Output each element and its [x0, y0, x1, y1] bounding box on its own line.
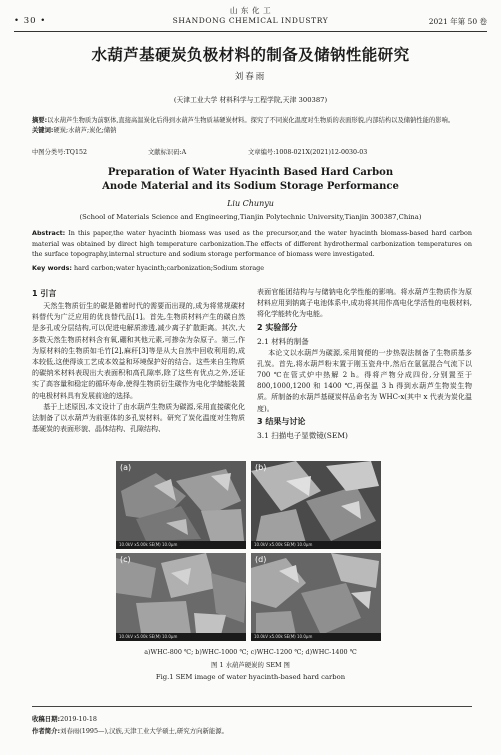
- journal-issue: 2021 年第 50 卷: [428, 17, 487, 26]
- section-1-heading: 1 引言: [32, 289, 57, 298]
- abstract-en-text: In this paper,the water hyacinth biomass was used as the precursor,and the water hyacinth biomass-based hard carbon material was obtained by direct high temperature carbonization.The effects of different hydrothermal carbonization temperatures on the surface topography,internal structure and sodium storage performance of biomass were investigated.: [32, 229, 472, 259]
- figure-1-caption-zh: 图 1 水葫芦硬炭的 SEM 图: [211, 661, 290, 669]
- journal-name-zh: 山 东 化 工: [229, 6, 272, 15]
- section-1-paragraph-1: 天然生物质衍生的碳是随着时代的需要而出现的,成为将常规碳材料替代为广泛应用的优良替代品[1]。首先,生物质材料产生的碳自然是多孔或分层结构,可以促进电解质渗透,减少离子扩散距离。其次,大多数天然生物质材料含有氧,硼和其他元素,可掺杂为杂原子。第三,作为原材料的生物质如毛竹[2],麻秆[3]等是从大自然中回收利用的,成本较低,这使得该工艺成本效益和环境保护好的结合。这些来自生物质的碳纳米材料表现出大表面积和高孔隙率,除了这些有优点之外,还证实了高容量和稳定的循环寿命,使得生物质衍生碳作为电化学储能装置的电极材料具有发展前途的选择。: [32, 302, 245, 400]
- received-label: 收稿日期:: [32, 715, 61, 723]
- article-number: 文章编号:1008-021X(2021)12-0030-03: [248, 149, 368, 156]
- scale-bar-c: 10.0kV x5.00k SE(M) 10.0μm: [116, 633, 246, 641]
- journal-name: [14, 6, 487, 25]
- panel-label-b: (b): [255, 463, 267, 472]
- abstract-en-label: Abstract:: [32, 229, 66, 237]
- abstract-zh-label: 摘要:: [32, 117, 48, 124]
- panel-label-c: (c): [120, 555, 131, 564]
- sem-image-b: [251, 461, 381, 549]
- sem-panel-a: [116, 461, 246, 549]
- abstract-zh: [32, 116, 472, 136]
- keywords-zh-text: 硬炭;水葫芦;炭化;储钠: [53, 127, 117, 134]
- keywords-zh-label: 关键词:: [32, 127, 54, 134]
- sem-image-a: [116, 461, 246, 549]
- section-3-1-heading: 3.1 扫描电子显微镜(SEM): [257, 430, 348, 440]
- received-date: 2019-10-18: [60, 715, 97, 723]
- paper-title-en-line2: Anode Material and its Sodium Storage Performance: [102, 181, 399, 192]
- affiliation-en: (School of Materials Science and Engineering,Tianjin Polytechnic University,Tianjin 300387,China): [79, 213, 422, 221]
- paper-title-en: [0, 166, 501, 194]
- figure-1-subcaption: a)WHC-800 ℃; b)WHC-1000 ℃; c)WHC-1200 ℃; d)WHC-1400 ℃: [144, 648, 357, 656]
- section-1-paragraph-2: 基于上述原因,本文设计了由水葫芦生物质为碳源,采用直接碳化化法制备了以水葫芦为前驱体的多孔炭材料。研究了炭化温度对生物质基硬炭的表面形貌、晶体结构、孔隙结构、: [32, 402, 245, 434]
- abstract-zh-text: 以水葫芦生物质为前驱体,直接高温炭化后得到水葫芦生物质基硬炭材料。探究了不同炭化温度对生物质的表面形貌,内部结构以及储钠性能的影响。: [47, 117, 455, 124]
- sem-image-c: [116, 553, 246, 641]
- clc-number: 中图分类号:TQ152: [32, 149, 87, 156]
- scale-bar-d: 10.0kV x5.00k SE(M) 10.0μm: [251, 633, 381, 641]
- sem-panel-c: [116, 553, 246, 641]
- left-column: [32, 287, 245, 435]
- right-column: [257, 287, 472, 442]
- section-2-1-paragraph: 本论文以水葫芦为碳源,采用简便的一步热裂法制备了生物质基多孔炭。首先,将水葫芦粉末置于刚玉瓷舟中,然后在氩氩混合气流下以700 ℃在管式炉中热解 2 h。得将产物分成四份,分别置至于 800,1000,1200 和 1400 ℃,再保温 3 h 得到水葫芦生物炭生物质。所制备的水葫芦基硬炭样品命名为 WHC-x(其中 x 代表为炭化温度)。: [257, 348, 472, 413]
- document-code: 文献标识码:A: [148, 149, 187, 156]
- keywords-en-text: hard carbon;water hyacinth;carbonization;Sodium storage: [74, 264, 265, 272]
- section-2-heading: 2 实验部分: [257, 322, 298, 332]
- sem-panel-b: [251, 461, 381, 549]
- figure-1-caption-en: Fig.1 SEM image of water hyacinth-based hard carbon: [155, 673, 346, 681]
- abstract-en: [32, 228, 472, 260]
- paper-title-zh: 水葫芦基硬炭负极材料的制备及储钠性能研究: [91, 46, 410, 64]
- sem-panel-d: [251, 553, 381, 641]
- author-bio: 刘春雨(1995—),汉族,天津工业大学硕士,研究方向新能源。: [60, 727, 229, 735]
- author-zh: 刘春雨: [234, 72, 267, 82]
- page-number: • 30 •: [14, 16, 47, 26]
- sem-image-d: [251, 553, 381, 641]
- footnote: [32, 706, 472, 737]
- author-bio-label: 作者简介:: [32, 727, 61, 735]
- panel-label-d: (d): [255, 555, 267, 564]
- section-2-1-heading: 2.1 材料的制备: [257, 336, 309, 346]
- scale-bar-b: 10.0kV x5.00k SE(M) 10.0μm: [251, 541, 381, 549]
- scale-bar-a: 10.0kV x5.00k SE(M) 10.0μm: [116, 541, 246, 549]
- panel-label-a: (a): [120, 463, 132, 472]
- figure-1: [116, 461, 381, 641]
- section-3-heading: 3 结果与讨论: [257, 416, 306, 426]
- author-en: Liu Chunyu: [227, 199, 274, 208]
- affiliation-zh: (天津工业大学 材料科学与工程学院,天津 300387): [173, 96, 328, 104]
- continued-paragraph: 表面官能团结构与与储钠电化学性能的影响。将水葫芦生物质作为原材料应用到钠离子电池体系中,成功将其用作高电化学活性的电极材料,将化学能转化为电能。: [257, 288, 472, 319]
- paper-title-en-line1: Preparation of Water Hyacinth Based Hard Carbon: [107, 167, 394, 178]
- running-header: [14, 6, 487, 32]
- keywords-en: [32, 264, 472, 272]
- keywords-en-label: Key words:: [32, 264, 72, 272]
- journal-name-en: SHANDONG CHEMICAL INDUSTRY: [172, 15, 329, 25]
